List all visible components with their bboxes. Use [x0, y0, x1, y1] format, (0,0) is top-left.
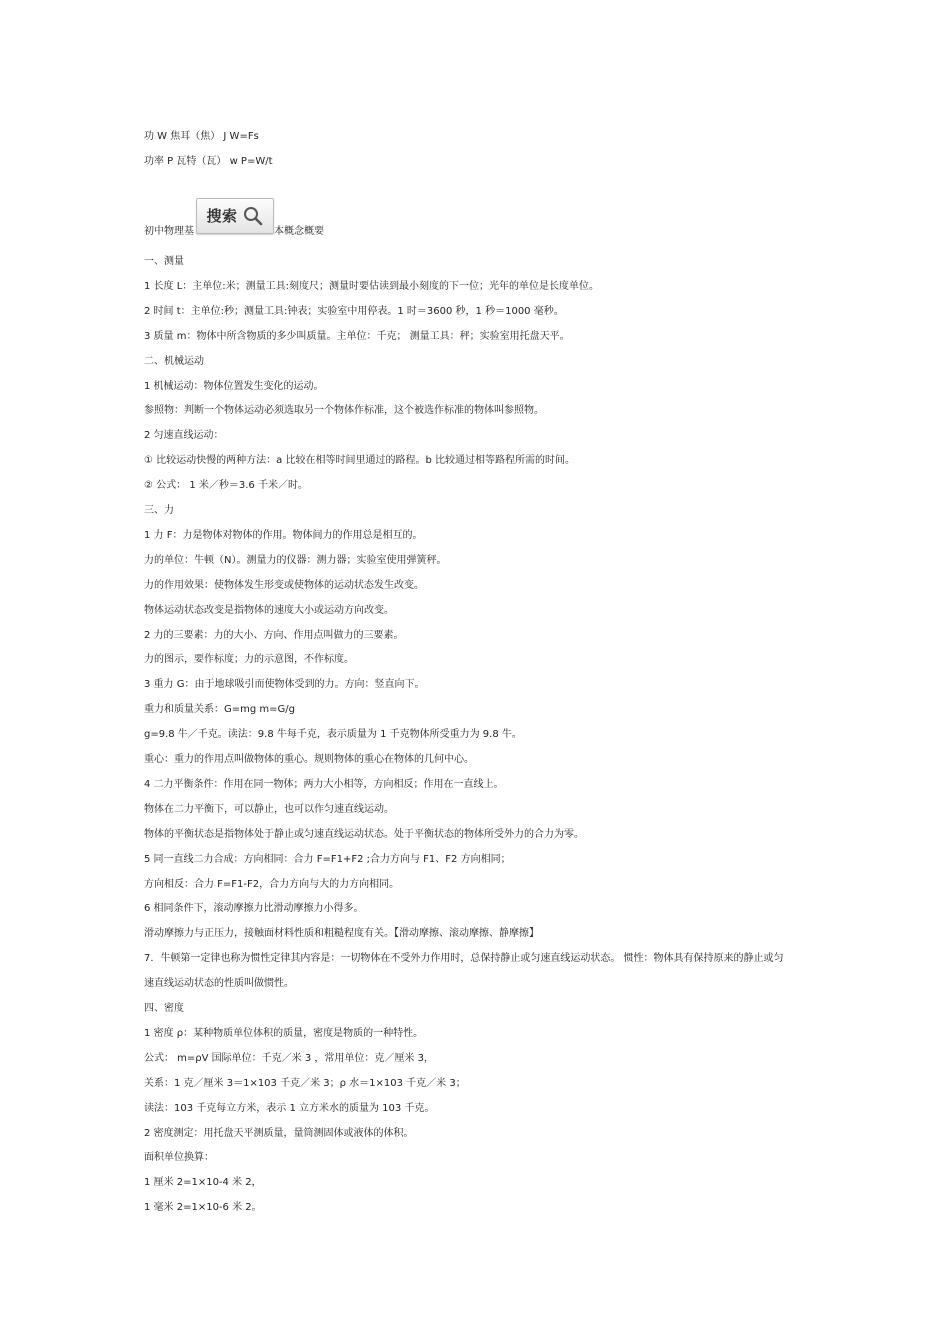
text-line: 1 机械运动：物体位置发生变化的运动。	[144, 381, 324, 392]
text-line: 物体在二力平衡下，可以静止，也可以作匀速直线运动。	[144, 804, 394, 815]
text-line: 1 长度 L：主单位:米；测量工具:刻度尺；测量时要估读到最小刻度的下一位；光年的单位是长度单位。	[144, 281, 600, 292]
text-line: 面积单位换算：	[144, 1152, 214, 1163]
text-line: 2 力的三要素：力的大小、方向、作用点叫做力的三要素。	[144, 630, 404, 641]
text-line: 1 力 F：力是物体对物体的作用。物体间力的作用总是相互的。	[144, 530, 423, 541]
text-line: 参照物：判断一个物体运动必须选取另一个物体作标准，这个被选作标准的物体叫参照物。	[144, 405, 544, 416]
title-text-before: 初中物理基	[144, 226, 194, 237]
text-line: 读法：103 千克每立方米，表示 1 立方米水的质量为 103 千克。	[144, 1103, 435, 1114]
text-line: ② 公式： 1 米／秒＝3.6 千米／时。	[144, 480, 308, 491]
text-line: 滑动摩擦力与正压力，接触面材料性质和粗糙程度有关。【滑动摩擦、滚动摩擦、静摩擦】	[144, 928, 539, 939]
search-button[interactable]	[196, 198, 274, 234]
text-line: 公式： m=ρV 国际单位：千克／米 3 ，常用单位：克／厘米 3，	[144, 1053, 434, 1064]
text-line: 二、机械运动	[144, 356, 204, 367]
text-line: 1 毫米 2=1×10-6 米 2。	[144, 1202, 262, 1213]
text-line: 2 时间 t：主单位:秒；测量工具:钟表；实验室中用停表。1 时＝3600 秒，1 秒＝1000 毫秒。	[144, 306, 564, 317]
header-line-work: 功 W 焦耳（焦） J W=Fs	[144, 131, 259, 142]
text-line: 7．牛顿第一定律也称为惯性定律其内容是：一切物体在不受外力作用时，总保持静止或匀速直线运动状态。 惯性：物体具有保持原来的静止或匀	[144, 953, 784, 964]
text-line: 2 密度测定：用托盘天平测质量，量筒测固体或液体的体积。	[144, 1128, 414, 1139]
search-icon	[242, 205, 264, 227]
text-line: 一、测量	[144, 256, 184, 267]
text-line: 4 二力平衡条件：作用在同一物体；两力大小相等，方向相反；作用在一直线上。	[144, 779, 504, 790]
text-line: 关系：1 克／厘米 3＝1×103 千克／米 3；ρ 水＝1×103 千克／米 3；	[144, 1078, 466, 1089]
text-line: 重力和质量关系：G=mg m=G/g	[144, 704, 295, 715]
text-line: 3 质量 m：物体中所含物质的多少叫质量。主单位：千克； 测量工具：秤；实验室用托盘天平。	[144, 331, 570, 342]
text-line: 物体运动状态改变是指物体的速度大小或运动方向改变。	[144, 605, 394, 616]
text-line: 力的图示，要作标度；力的示意图，不作标度。	[144, 654, 354, 665]
text-line: 1 厘米 2=1×10-4 米 2，	[144, 1177, 262, 1188]
text-line: 6 相同条件下，滚动摩擦力比滑动摩擦力小得多。	[144, 903, 364, 914]
text-line: 三、力	[144, 505, 174, 516]
text-line: g=9.8 牛／千克。读法：9.8 牛每千克，表示质量为 1 千克物体所受重力为 9.8 牛。	[144, 729, 522, 740]
text-line: 力的单位：牛顿（N）。测量力的仪器：测力器；实验室使用弹簧秤。	[144, 555, 447, 566]
text-line: 3 重力 G：由于地球吸引而使物体受到的力。方向：竖直向下。	[144, 679, 425, 690]
text-line: 1 密度 ρ：某种物质单位体积的质量，密度是物质的一种特性。	[144, 1028, 424, 1039]
text-line: 四、密度	[144, 1003, 184, 1014]
text-line: 物体的平衡状态是指物体处于静止或匀速直线运动状态。处于平衡状态的物体所受外力的合力为零。	[144, 829, 584, 840]
search-button-label: 搜索	[206, 207, 238, 225]
text-line: ① 比较运动快慢的两种方法：a 比较在相等时间里通过的路程。b 比较通过相等路程所需的时间。	[144, 455, 575, 466]
text-line: 力的作用效果：使物体发生形变或使物体的运动状态发生改变。	[144, 580, 424, 591]
text-line: 2 匀速直线运动：	[144, 430, 224, 441]
header-line-power: 功率 P 瓦特（瓦） w P=W/t	[144, 156, 273, 167]
text-line: 速直线运动状态的性质叫做惯性。	[144, 978, 294, 989]
text-line: 5 同一直线二力合成：方向相同：合力 F=F1+F2 ;合力方向与 F1、F2 方向相同；	[144, 854, 511, 865]
text-line: 重心：重力的作用点叫做物体的重心。规则物体的重心在物体的几何中心。	[144, 754, 474, 765]
title-text-after: 本概念概要	[274, 226, 324, 237]
text-line: 方向相反：合力 F=F1-F2，合力方向与大的力方向相同。	[144, 879, 400, 890]
